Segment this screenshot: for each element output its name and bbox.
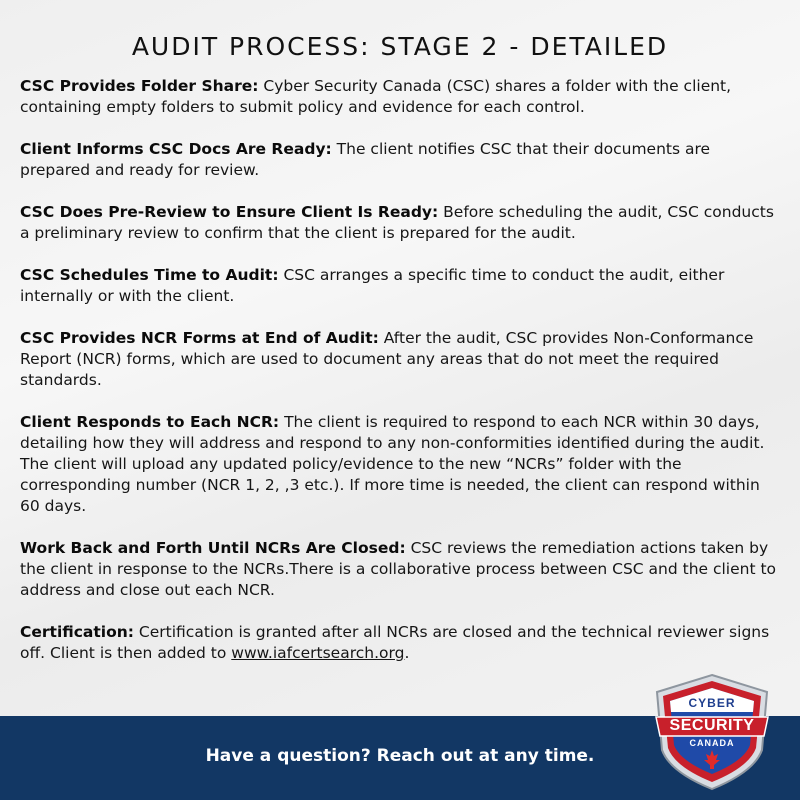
logo-text-cyber: CYBER — [688, 696, 736, 710]
footer-cta-text: Have a question? Reach out at any time. — [205, 746, 595, 766]
step-body: Cyber Security Canada (CSC) shares a folder with the client, containing empty folders to submit policy and evidence for each control. — [20, 77, 732, 116]
step-body: CSC arranges a specific time to conduct the audit, either internally or with the client. — [20, 266, 725, 305]
step-heading: CSC Schedules Time to Audit: — [20, 266, 279, 284]
logo-text-security: SECURITY — [669, 717, 755, 734]
step-heading: CSC Provides NCR Forms at End of Audit: — [20, 329, 379, 347]
step-certification — [20, 622, 782, 664]
step-heading: Client Responds to Each NCR: — [20, 413, 280, 431]
step-body: After the audit, CSC provides Non-Conformance Report (NCR) forms, which are used to document any areas that do not meet the required standards. — [20, 329, 754, 389]
step-body-tail: . — [404, 644, 410, 662]
step-heading: Certification: — [20, 623, 134, 641]
step-ncr-forms — [20, 328, 782, 391]
logo-text-canada: CANADA — [689, 738, 735, 748]
step-close-ncrs — [20, 538, 782, 601]
page-title: AUDIT PROCESS: STAGE 2 - DETAILED — [131, 32, 669, 61]
step-body: Certification is granted after all NCRs are closed and the technical reviewer signs off. Client is then added to — [20, 623, 770, 662]
step-body: Before scheduling the audit, CSC conducts a preliminary review to confirm that the client is prepared for the audit. — [20, 203, 774, 242]
step-folder-share — [20, 76, 782, 118]
step-respond-ncr — [20, 412, 782, 517]
step-pre-review — [20, 202, 782, 244]
iafcertsearch-link[interactable]: www.iafcertsearch.org — [231, 644, 405, 662]
step-body: The client notifies CSC that their documents are prepared and ready for review. — [20, 140, 711, 179]
step-heading: CSC Provides Folder Share: — [20, 77, 259, 95]
step-heading: Work Back and Forth Until NCRs Are Closed: — [20, 539, 406, 557]
step-heading: Client Informs CSC Docs Are Ready: — [20, 140, 332, 158]
step-docs-ready — [20, 139, 782, 181]
step-body: CSC reviews the remediation actions taken by the client in response to the NCRs.There is a collaborative process between CSC and the client to address and close out each NCR. — [20, 539, 777, 599]
step-schedule-audit — [20, 265, 782, 307]
step-body: The client is required to respond to each NCR within 30 days, detailing how they will address and respond to any non-conformities identified during the audit. The client will upload any updated policy/evidence to the new “NCRs” folder with the corresponding number (NCR 1, 2, ,3 etc.). If more time is needed, the client can respond within 60 days. — [20, 413, 765, 515]
cyber-security-canada-logo — [650, 672, 774, 792]
step-heading: CSC Does Pre-Review to Ensure Client Is Ready: — [20, 203, 439, 221]
process-steps — [20, 76, 782, 685]
